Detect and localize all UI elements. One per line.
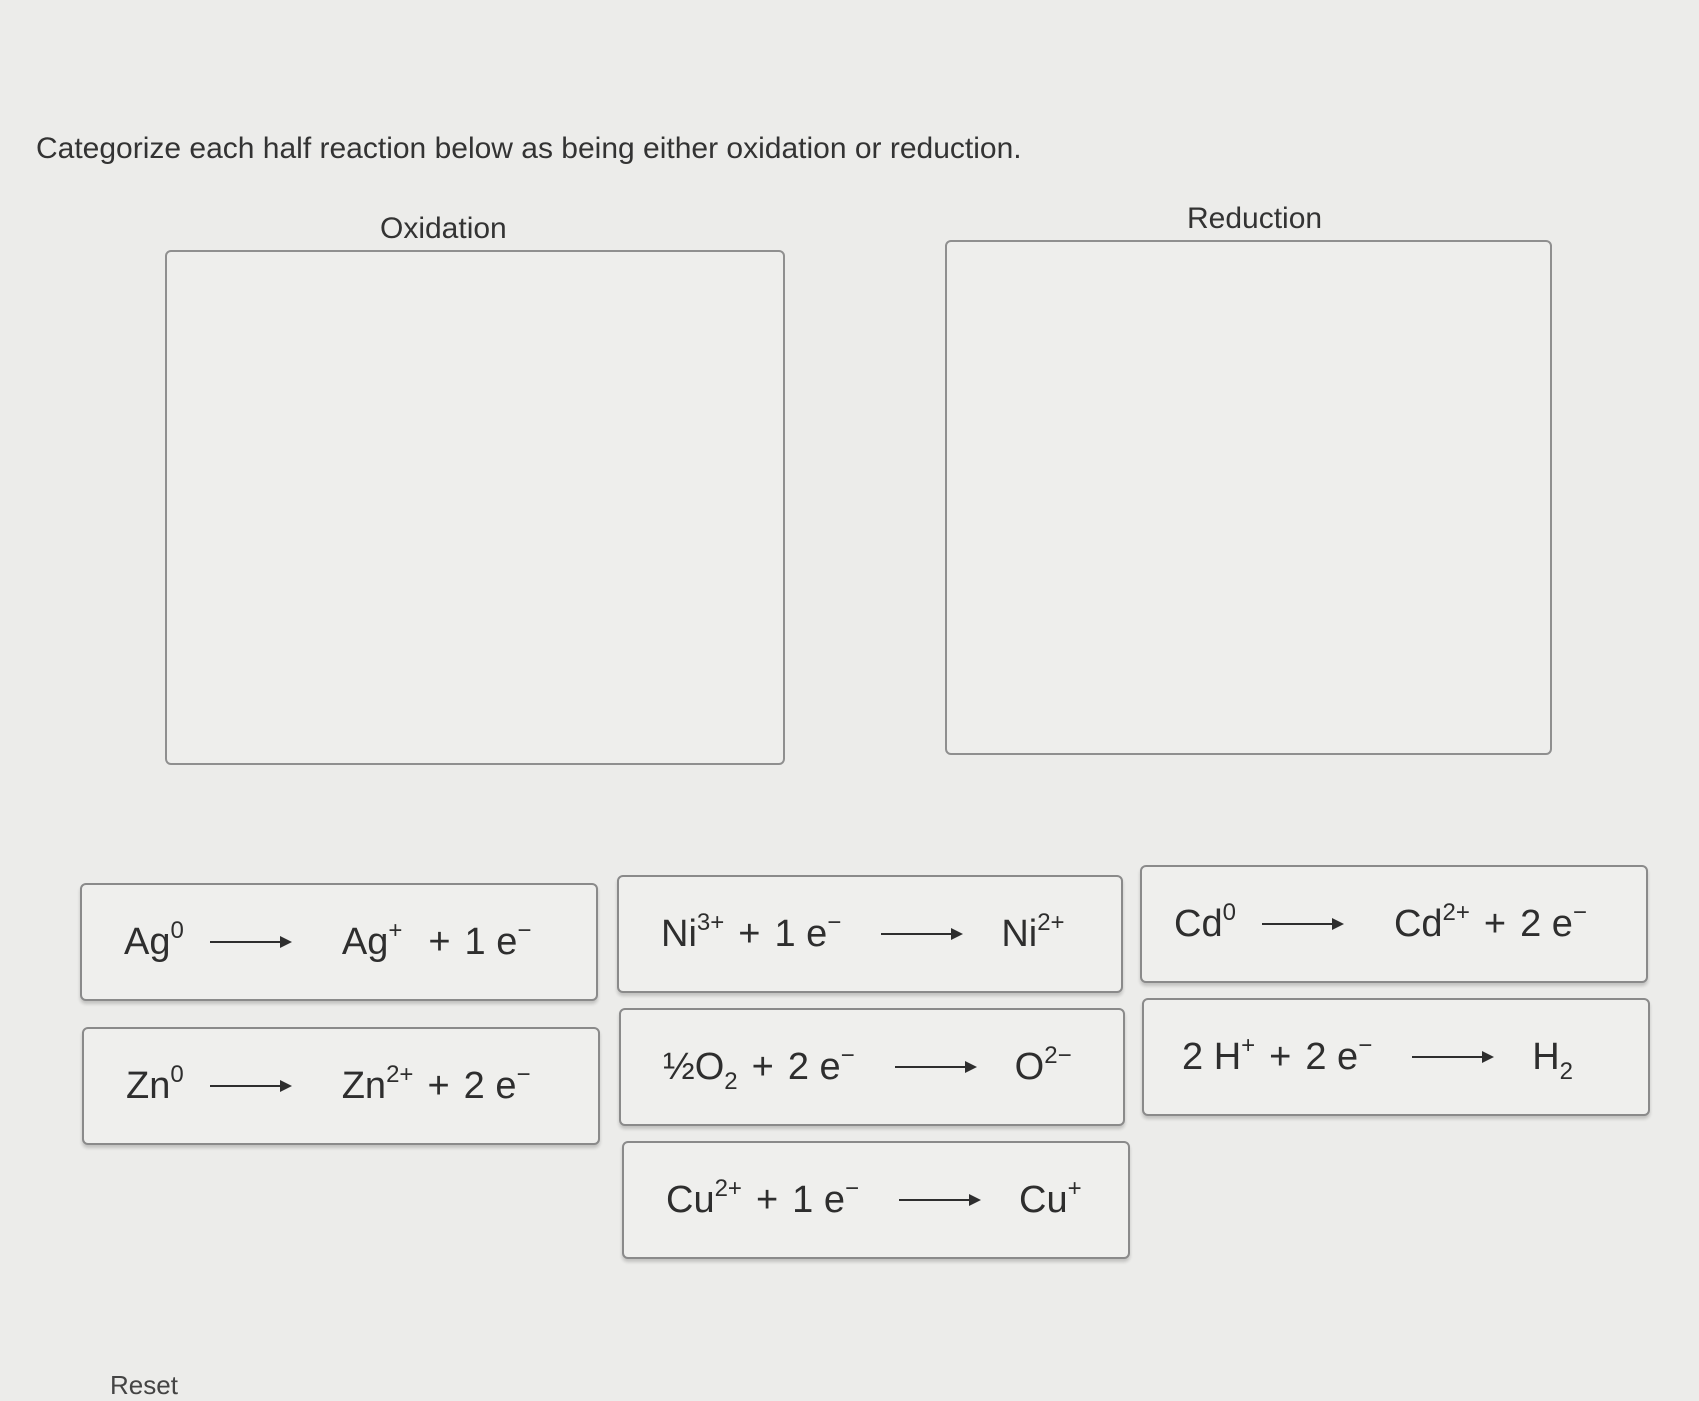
oxidation-label: Oxidation [380, 212, 507, 245]
plus-sign: + [427, 1064, 450, 1107]
reaction-arrow-icon [895, 1066, 975, 1068]
tile-ag-electrons: 1 e− [464, 916, 532, 963]
reaction-arrow-icon [210, 1085, 290, 1087]
tile-zn-oxidation[interactable] [82, 1027, 600, 1145]
tile-cu-electrons: 1 e− [792, 1174, 859, 1221]
reduction-label: Reduction [1187, 202, 1323, 235]
tile-ni-reduction[interactable] [617, 875, 1123, 993]
tile-h2-reactant: 2 H+ [1182, 1031, 1256, 1078]
reduction-drop-zone[interactable] [945, 240, 1552, 755]
tile-h2-reduction[interactable] [1142, 998, 1650, 1116]
tile-cd-electrons: 2 e− [1520, 898, 1587, 945]
tile-cu-reduction[interactable] [622, 1141, 1130, 1259]
tile-cd-reactant: Cd$^0$ [1174, 898, 1236, 945]
tile-ni-electrons: 1 e− [774, 908, 842, 955]
tile-h2-product: $H_2$ [1532, 1035, 1574, 1085]
tile-h2-electrons: 2 e− [1305, 1031, 1373, 1078]
tile-cd-oxidation[interactable] [1140, 865, 1648, 983]
reaction-arrow-icon [1262, 923, 1342, 925]
tile-o2-product: $O^{2-}$ [1014, 1041, 1072, 1088]
reaction-arrow-icon [899, 1199, 979, 1201]
reset-button[interactable]: Reset [110, 1370, 178, 1400]
instructions-text: Categorize each half reaction below as being either oxidation or reduction. [36, 132, 1022, 165]
reaction-arrow-icon [210, 941, 290, 943]
plus-sign: + [1483, 902, 1507, 945]
reaction-arrow-icon [881, 933, 961, 935]
tile-o2-reduction[interactable] [619, 1008, 1125, 1126]
tile-o2-reactant: $\frac{1}{2}O_2$ [663, 1045, 738, 1095]
oxidation-drop-zone[interactable] [165, 250, 785, 765]
tile-o2-electrons: 2 e− [787, 1041, 855, 1088]
tile-ag-product: Ag+ [341, 916, 403, 963]
plus-sign: + [755, 1178, 779, 1221]
plus-sign: + [1269, 1035, 1292, 1078]
tile-cu-product: Cu+ [1019, 1174, 1082, 1221]
tile-cd-product: $Cd^{2+}$ [1393, 898, 1470, 945]
tile-zn-reactant: Zn$^0$ [126, 1060, 184, 1107]
tile-zn-electrons: 2 e− [463, 1060, 531, 1107]
tile-ag-reactant: Ag$^0$ [124, 916, 184, 963]
reaction-arrow-icon [1412, 1056, 1492, 1058]
tile-zn-product: $Zn^{2+}$ [341, 1060, 414, 1107]
tile-ni-reactant: $Ni^{3+}$ [661, 908, 725, 955]
tile-ni-product: $Ni^{2+}$ [1001, 908, 1065, 955]
plus-sign: + [738, 912, 761, 955]
plus-sign: + [751, 1045, 774, 1088]
tile-cu-reactant: $Cu^{2+}$ [666, 1174, 742, 1221]
tile-ag-oxidation[interactable] [80, 883, 598, 1001]
plus-sign: + [428, 920, 451, 963]
